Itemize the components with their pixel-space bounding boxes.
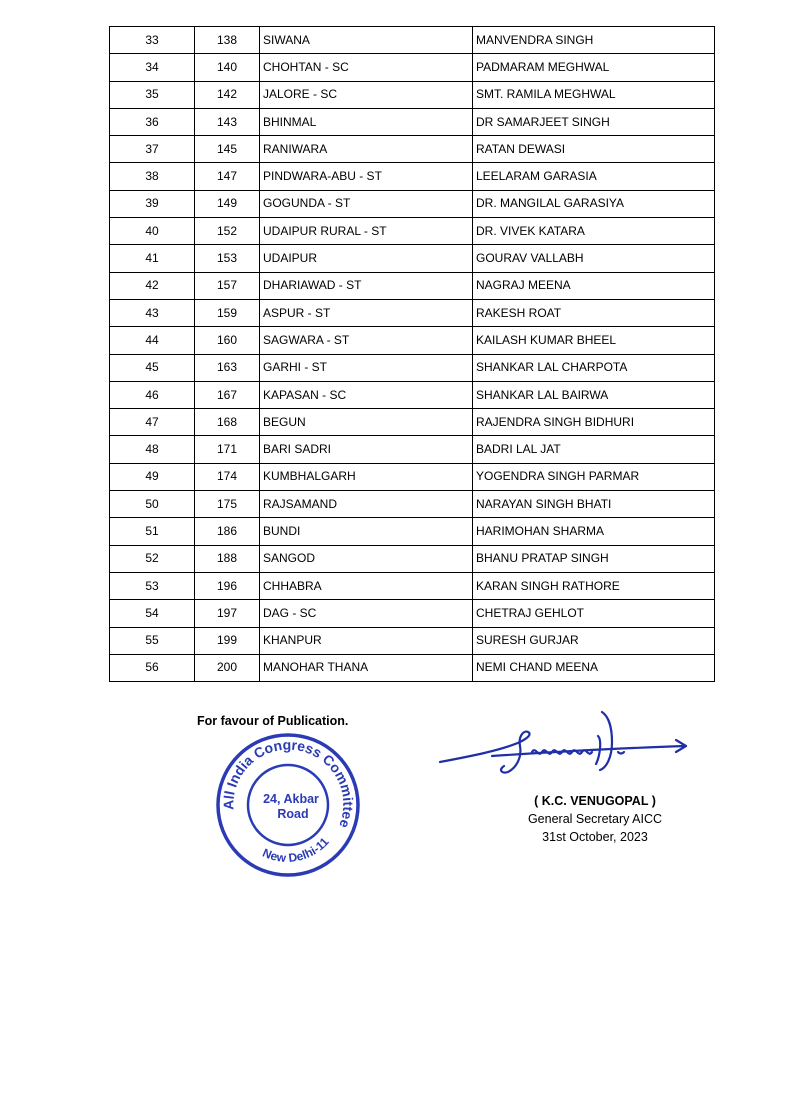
table-row: [110, 627, 715, 654]
ac-number-cell: 175: [195, 491, 260, 518]
candidate-cell: PADMARAM MEGHWAL: [473, 54, 715, 81]
table-row: [110, 436, 715, 463]
table-row: [110, 491, 715, 518]
candidate-cell: DR SAMARJEET SINGH: [473, 108, 715, 135]
candidate-cell: KARAN SINGH RATHORE: [473, 572, 715, 599]
ac-number-cell: 163: [195, 354, 260, 381]
ac-number-cell: 145: [195, 136, 260, 163]
candidate-cell: BHANU PRATAP SINGH: [473, 545, 715, 572]
candidate-cell: NAGRAJ MEENA: [473, 272, 715, 299]
table-row: [110, 463, 715, 490]
ac-number-cell: 152: [195, 218, 260, 245]
ac-number-cell: 186: [195, 518, 260, 545]
ac-number-cell: 171: [195, 436, 260, 463]
table-row: [110, 299, 715, 326]
serial-number-cell: 52: [110, 545, 195, 572]
constituency-cell: RAJSAMAND: [260, 491, 473, 518]
table-row: [110, 545, 715, 572]
candidate-cell: SMT. RAMILA MEGHWAL: [473, 81, 715, 108]
constituency-cell: GOGUNDA - ST: [260, 190, 473, 217]
candidate-cell: RAKESH ROAT: [473, 299, 715, 326]
serial-number-cell: 40: [110, 218, 195, 245]
constituency-cell: SAGWARA - ST: [260, 327, 473, 354]
candidate-cell: MANVENDRA SINGH: [473, 27, 715, 54]
candidate-cell: NEMI CHAND MEENA: [473, 654, 715, 681]
document-date: 31st October, 2023: [542, 830, 648, 844]
serial-number-cell: 33: [110, 27, 195, 54]
table-row: [110, 381, 715, 408]
table-row: [110, 600, 715, 627]
table-row: [110, 654, 715, 681]
constituency-cell: UDAIPUR: [260, 245, 473, 272]
table-row: [110, 81, 715, 108]
candidate-cell: SHANKAR LAL CHARPOTA: [473, 354, 715, 381]
serial-number-cell: 38: [110, 163, 195, 190]
seal-ring-text-bottom: New Delhi-11: [260, 834, 332, 866]
serial-number-cell: 42: [110, 272, 195, 299]
ac-number-cell: 188: [195, 545, 260, 572]
serial-number-cell: 48: [110, 436, 195, 463]
candidate-cell: LEELARAM GARASIA: [473, 163, 715, 190]
serial-number-cell: 44: [110, 327, 195, 354]
ac-number-cell: 140: [195, 54, 260, 81]
publication-note: For favour of Publication.: [197, 714, 349, 728]
constituency-cell: KUMBHALGARH: [260, 463, 473, 490]
seal-center-line2: Road: [277, 807, 309, 821]
candidate-cell: DR. VIVEK KATARA: [473, 218, 715, 245]
serial-number-cell: 53: [110, 572, 195, 599]
candidate-cell: HARIMOHAN SHARMA: [473, 518, 715, 545]
serial-number-cell: 49: [110, 463, 195, 490]
constituency-cell: BEGUN: [260, 409, 473, 436]
table-row: [110, 218, 715, 245]
candidate-cell: KAILASH KUMAR BHEEL: [473, 327, 715, 354]
constituency-cell: CHHABRA: [260, 572, 473, 599]
constituency-cell: CHOHTAN - SC: [260, 54, 473, 81]
aicc-seal-stamp: [213, 730, 363, 880]
constituency-cell: BUNDI: [260, 518, 473, 545]
serial-number-cell: 55: [110, 627, 195, 654]
constituency-cell: DAG - SC: [260, 600, 473, 627]
constituency-cell: BARI SADRI: [260, 436, 473, 463]
serial-number-cell: 46: [110, 381, 195, 408]
constituency-cell: PINDWARA-ABU - ST: [260, 163, 473, 190]
constituency-cell: BHINMAL: [260, 108, 473, 135]
ac-number-cell: 142: [195, 81, 260, 108]
ac-number-cell: 138: [195, 27, 260, 54]
candidate-cell: SURESH GURJAR: [473, 627, 715, 654]
candidate-cell: RATAN DEWASI: [473, 136, 715, 163]
ac-number-cell: 199: [195, 627, 260, 654]
serial-number-cell: 36: [110, 108, 195, 135]
table-row: [110, 518, 715, 545]
ac-number-cell: 167: [195, 381, 260, 408]
ac-number-cell: 174: [195, 463, 260, 490]
signer-block: [490, 792, 700, 846]
serial-number-cell: 47: [110, 409, 195, 436]
constituency-cell: ASPUR - ST: [260, 299, 473, 326]
table-row: [110, 272, 715, 299]
candidate-cell: YOGENDRA SINGH PARMAR: [473, 463, 715, 490]
serial-number-cell: 41: [110, 245, 195, 272]
constituency-cell: DHARIAWAD - ST: [260, 272, 473, 299]
candidate-cell: DR. MANGILAL GARASIYA: [473, 190, 715, 217]
candidate-cell: SHANKAR LAL BAIRWA: [473, 381, 715, 408]
ac-number-cell: 149: [195, 190, 260, 217]
ac-number-cell: 147: [195, 163, 260, 190]
serial-number-cell: 37: [110, 136, 195, 163]
ac-number-cell: 159: [195, 299, 260, 326]
candidate-cell: GOURAV VALLABH: [473, 245, 715, 272]
constituency-cell: JALORE - SC: [260, 81, 473, 108]
table-row: [110, 409, 715, 436]
ac-number-cell: 200: [195, 654, 260, 681]
constituency-cell: MANOHAR THANA: [260, 654, 473, 681]
table-row: [110, 27, 715, 54]
table-row: [110, 54, 715, 81]
serial-number-cell: 51: [110, 518, 195, 545]
signer-name: ( K.C. VENUGOPAL ): [534, 794, 656, 808]
serial-number-cell: 35: [110, 81, 195, 108]
constituency-cell: GARHI - ST: [260, 354, 473, 381]
table-row: [110, 327, 715, 354]
serial-number-cell: 34: [110, 54, 195, 81]
serial-number-cell: 43: [110, 299, 195, 326]
constituency-cell: UDAIPUR RURAL - ST: [260, 218, 473, 245]
table-row: [110, 108, 715, 135]
ac-number-cell: 196: [195, 572, 260, 599]
serial-number-cell: 50: [110, 491, 195, 518]
ac-number-cell: 168: [195, 409, 260, 436]
candidate-cell: CHETRAJ GEHLOT: [473, 600, 715, 627]
constituency-cell: RANIWARA: [260, 136, 473, 163]
table-row: [110, 245, 715, 272]
seal-center-line1: 24, Akbar: [263, 792, 319, 806]
table-body: [110, 27, 715, 682]
table-row: [110, 572, 715, 599]
ac-number-cell: 143: [195, 108, 260, 135]
seal-ring-text-top: All India Congress Committee: [220, 736, 357, 831]
ac-number-cell: 153: [195, 245, 260, 272]
table-row: [110, 136, 715, 163]
serial-number-cell: 39: [110, 190, 195, 217]
constituency-cell: KHANPUR: [260, 627, 473, 654]
table-row: [110, 163, 715, 190]
candidate-table: [109, 26, 715, 682]
signature: [432, 706, 692, 784]
serial-number-cell: 56: [110, 654, 195, 681]
constituency-cell: SIWANA: [260, 27, 473, 54]
constituency-cell: SANGOD: [260, 545, 473, 572]
candidate-cell: BADRI LAL JAT: [473, 436, 715, 463]
ac-number-cell: 197: [195, 600, 260, 627]
ac-number-cell: 157: [195, 272, 260, 299]
serial-number-cell: 54: [110, 600, 195, 627]
candidate-cell: RAJENDRA SINGH BIDHURI: [473, 409, 715, 436]
signer-title: General Secretary AICC: [527, 812, 663, 826]
table-row: [110, 354, 715, 381]
constituency-cell: KAPASAN - SC: [260, 381, 473, 408]
table-row: [110, 190, 715, 217]
serial-number-cell: 45: [110, 354, 195, 381]
ac-number-cell: 160: [195, 327, 260, 354]
candidate-cell: NARAYAN SINGH BHATI: [473, 491, 715, 518]
